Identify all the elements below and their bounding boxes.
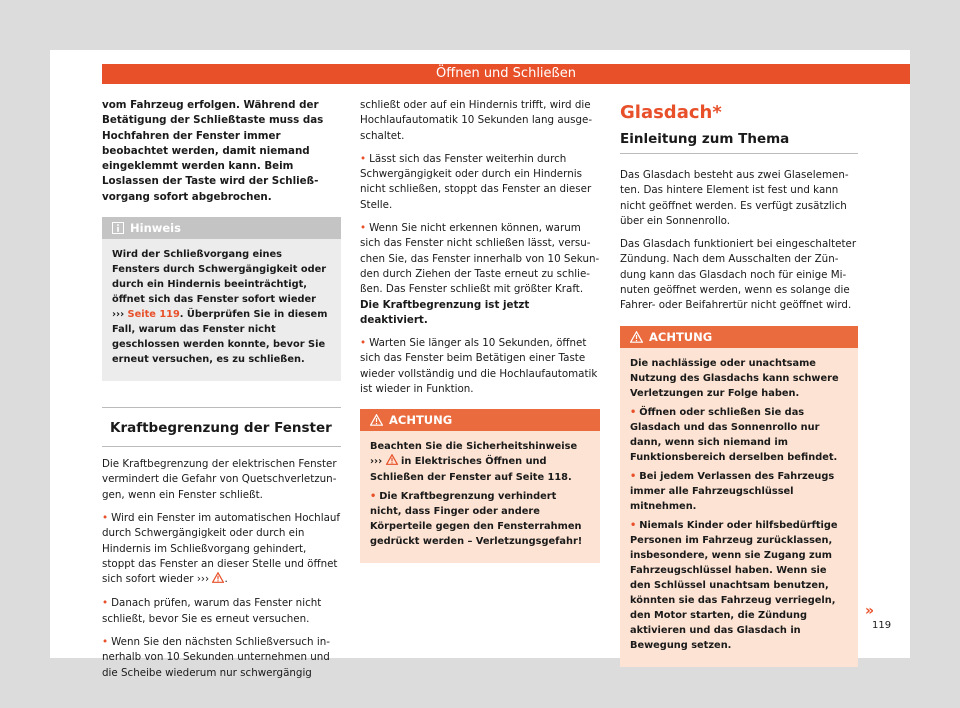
bullet-icon: • xyxy=(360,222,367,235)
list-item: • Warten Sie länger als 10 Sekunden, öffnet sich das Fenster beim Betätigen einer Taste wieder vollständig und die Hochlaufautomatik ist wieder in Funktion. xyxy=(360,337,598,396)
bullet-icon: • xyxy=(370,491,377,503)
glasdach-para-2: Das Glasdach funktioniert bei eingeschalteter Zündung. Nach dem Ausschalten der Zündung kann das Glasdach noch für einige Minuten geöffnet werden, wenn es solange die Fahrer- oder Beifahrertür nicht geöffnet wird. xyxy=(620,238,857,312)
achtung-intro: Die nachlässige oder unachtsame Nutzung des Glasdachs kann schwere Verletzungen zur Folge haben. xyxy=(630,357,839,399)
subtitle-einleitung: Einleitung zum Thema xyxy=(620,131,858,154)
list-item: • Wird ein Fenster im automatischen Hochlauf durch Schwergängigkeit oder durch ein Hindernis im Schließvorgang gehindert, stoppt das Fenster an dieser Stelle und öffnet sich sofort wieder ››› . xyxy=(102,511,341,588)
page-number: 119 xyxy=(872,620,892,631)
hinweis-header xyxy=(102,217,341,239)
bullet-icon: • xyxy=(360,337,367,350)
achtung-box-fenster xyxy=(360,409,600,563)
warning-triangle-icon[interactable] xyxy=(212,572,224,588)
list-item: • Die Kraftbegrenzung verhindert nicht, dass Finger oder andere Körperteile gegen den Fensterrahmen gedrückt werden – Verletzungsgefahr! xyxy=(370,491,583,548)
list-item: • Danach prüfen, warum das Fenster nicht schließt, bevor Sie es erneut versuchen. xyxy=(102,597,322,625)
column-right xyxy=(620,98,858,667)
list-item: • Lässt sich das Fenster weiterhin durch Schwergängigkeit oder durch ein Hindernis nicht schließen, stoppt das Fenster an dieser Stelle. xyxy=(360,152,592,211)
continue-arrow-icon: » xyxy=(865,603,875,619)
list-item: • Niemals Kinder oder hilfsbedürftige Personen im Fahrzeug zurücklassen, insbesondere, wenn sie Zugang zum Fahrzeugschlüssel haben. Wenn sie den Schlüssel unachtsam benutzen, könnten sie das Fahrzeug verriegeln, den Motor starten, die Zündung aktivieren und das Glasdach in Bewegung setzen. xyxy=(630,519,838,651)
hinweis-text: Wird der Schließvorgang eines Fensters durch Schwergängigkeit oder durch ein Hindernis beeinträchtigt, öffnet sich das Fenster sofort wieder ››› Seite 119. Überprüfen Sie in diesem Fall, warum das Fenster nicht geschlossen werden konnte, bevor Sie erneut versuchen, es zu schließen. xyxy=(112,249,328,366)
achtung-header xyxy=(360,409,600,431)
hinweis-box xyxy=(102,217,341,381)
bullet-icon: • xyxy=(630,470,637,482)
section-title-kraftbegrenzung: Kraftbegrenzung der Fenster xyxy=(102,407,341,447)
intro-warning-text: vom Fahrzeug erfolgen. Während der Betätigung der Schließtaste muss das Hochfahren der Fenster immer beobachtet werden, damit niemand eingeklemmt werden kann. Beim Loslassen der Taste wird der Schließvorgang sofort abgebrochen. xyxy=(102,99,324,203)
bullet-icon: • xyxy=(102,511,109,524)
achtung-header xyxy=(620,326,858,348)
bullet-icon: • xyxy=(630,406,637,418)
manual-page xyxy=(50,50,910,679)
bullet-icon: • xyxy=(630,519,637,531)
chapter-title-glasdach: Glasdach* xyxy=(620,102,722,123)
list-item: • Öffnen oder schließen Sie das Glasdach und das Sonnenrollo nur dann, wenn sich niemand im Funktionsbereich derselben befindet. xyxy=(630,406,838,463)
info-icon xyxy=(112,222,124,237)
achtung-title: ACHTUNG xyxy=(649,329,713,344)
page-link-119[interactable]: Seite 119 xyxy=(127,309,180,321)
warning-triangle-icon[interactable] xyxy=(386,454,398,470)
page-header: Öffnen und Schließen xyxy=(102,64,910,84)
hinweis-title: Hinweis xyxy=(130,221,181,236)
achtung-title: ACHTUNG xyxy=(389,413,453,428)
achtung-box-glasdach xyxy=(620,326,858,667)
column-middle xyxy=(360,98,600,563)
bullet-icon: • xyxy=(102,636,109,649)
column-left xyxy=(102,98,341,689)
achtung-safety-ref: Beachten Sie die Sicherheitshinweise ››› in Elektrisches Öffnen und Schließen der Fenster auf Seite 118. xyxy=(370,441,578,484)
continuation-text: schließt oder auf ein Hindernis trifft, wird die Hochlaufautomatik 10 Sekunden lang ausgeschaltet. xyxy=(360,99,593,142)
glasdach-para-1: Das Glasdach besteht aus zwei Glaselementen. Das hintere Element ist fest und kann nicht geöffnet werden. Es verfügt zusätzlich über ein Sonnenrollo. xyxy=(620,169,849,227)
warning-triangle-icon xyxy=(630,331,643,346)
list-item: • Wenn Sie nicht erkennen können, warum sich das Fenster nicht schließen lässt, versuchen Sie, das Fenster innerhalb von 10 Sekunden durch Ziehen der Taste erneut zu schließen. Das Fenster schließt mit größter Kraft. Die Kraftbegrenzung ist jetzt deaktiviert. xyxy=(360,222,600,326)
list-item: • Bei jedem Verlassen des Fahrzeugs immer alle Fahrzeugschlüssel mitnehmen. xyxy=(630,470,835,512)
kraftbegrenzung-intro: Die Kraftbegrenzung der elektrischen Fenster vermindert die Gefahr von Quetschverletzungen, wenn ein Fenster schließt. xyxy=(102,458,337,501)
warning-triangle-icon xyxy=(370,414,383,429)
list-item: • Wenn Sie den nächsten Schließversuch innerhalb von 10 Sekunden unternehmen und die Scheibe wiederum nur schwergängig xyxy=(102,636,330,679)
bullet-icon: • xyxy=(102,597,109,610)
bullet-icon: • xyxy=(360,152,367,165)
